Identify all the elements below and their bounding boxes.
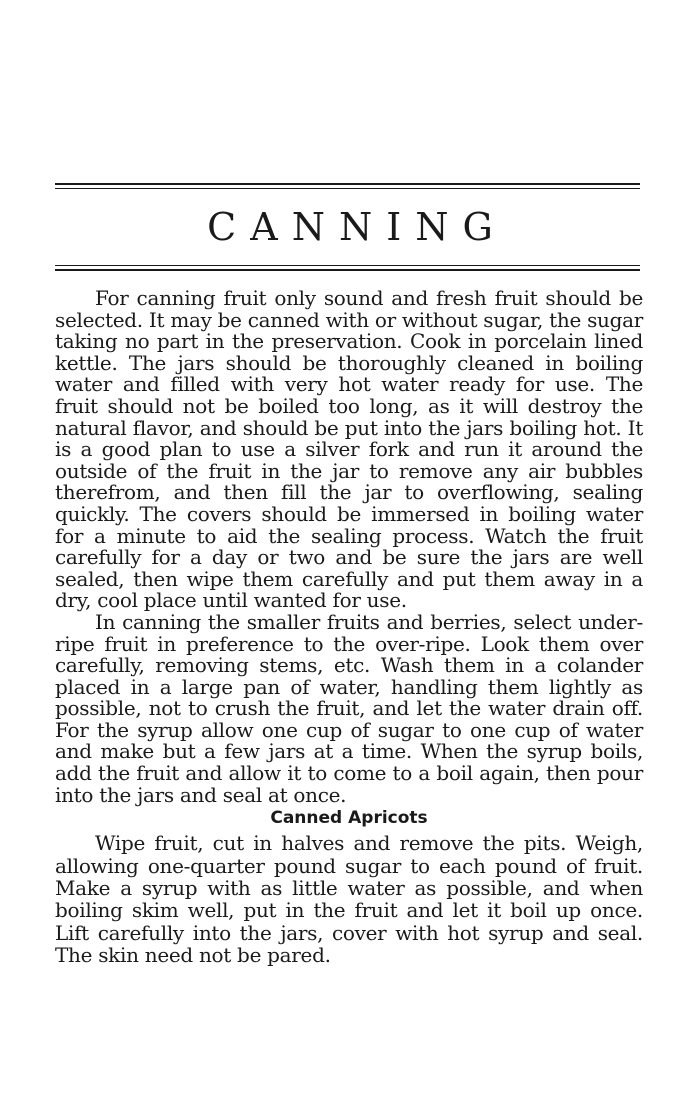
- title-rule-top-thin: [55, 188, 640, 189]
- title-rule-top-thick: [55, 183, 640, 185]
- paragraph-small-fruits: In canning the smaller fruits and berries, select under-ripe fruit in preference to the over-ripe. Look them over carefully, removing stems, etc. Wash them in a colander placed in a large pan of water, handling them lightly as possible, not to crush the fruit, and let the water drain off. For the syrup allow one cup of sugar to one cup of water and make but a few jars at a time. When the syrup boils, add the fruit and allow it to come to a boil again, then pour into the jars and seal at once.: [55, 609, 643, 807]
- recipe-heading: Canned Apricots: [270, 808, 428, 829]
- title-rule-bottom-thin: [55, 265, 640, 266]
- recipe-text: Wipe fruit, cut in halves and remove the pits. Weigh, allowing one-quarter pound sugar to each pound of fruit. Make a syrup with as little water as possible, and when boiling skim well, put in the fruit and let it boil up once. Lift carefully into the jars, cover with hot syrup and seal. The skin need not be pared.: [55, 831, 643, 968]
- page-body: [55, 288, 643, 967]
- title-rule-bottom-thick: [55, 269, 640, 271]
- chapter-title: CANNING: [207, 205, 507, 249]
- paragraph-canning-intro: For canning fruit only sound and fresh fruit should be selected. It may be canned with or without sugar, the sugar taking no part in the preservation. Cook in porcelain lined kettle. The jars should be thoroughly cleaned in boiling water and filled with very hot water ready for use. The fruit should not be boiled too long, as it will destroy the natural flavor, and should be put into the jars boiling hot. It is a good plan to use a silver fork and run it around the outside of the fruit in the jar to remove any air bubbles therefrom, and then fill the jar to overflowing, sealing quickly. The covers should be immersed in boiling water for a minute to aid the sealing process. Watch the fruit carefully for a day or two and be sure the jars are well sealed, then wipe them carefully and put them away in a dry, cool place until wanted for use.: [55, 286, 643, 613]
